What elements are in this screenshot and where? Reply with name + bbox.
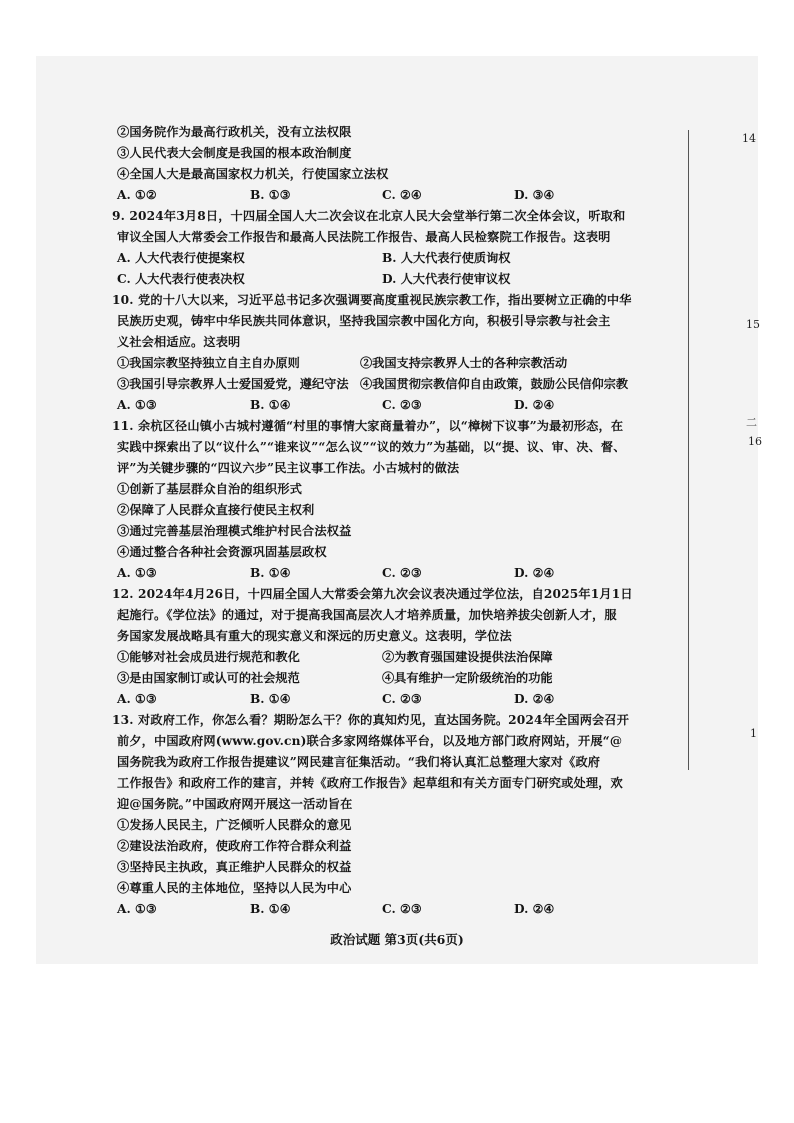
q10-item-4: ④我国贯彻宗教信仰自由政策，鼓励公民信仰宗教 <box>360 377 629 391</box>
q10-item-3: ③我国引导宗教界人士爱国爱党，遵纪守法 <box>117 377 349 391</box>
q8-choice-b[interactable]: B. ①③ <box>250 188 291 202</box>
q11-stem-line-3: 评”为关键步骤的“四议六步”民主议事工作法。小古城村的做法 <box>117 461 460 475</box>
q10-item-1: ①我国宗教坚持独立自主自办原则 <box>117 356 300 370</box>
q13-item-3: ③坚持民主执政，真正维护人民群众的权益 <box>117 860 352 874</box>
q12-choice-d[interactable]: D. ②④ <box>514 692 555 706</box>
q12-item-2: ②为教育强国建设提供法治保障 <box>382 650 553 664</box>
q9-choice-b[interactable]: B. 人大代表行使质询权 <box>382 251 511 265</box>
q13-stem-line-1: 13. 对政府工作，你怎么看？期盼怎么干？你的真知灼见，直达国务院。2024年全国两会召开 <box>112 713 630 727</box>
q11-stem-line-2: 实践中探索出了以“议什么”“谁来议”“怎么议”“议的效力”为基础，以“提、议、审、决、督、 <box>117 440 626 454</box>
q8-choice-a[interactable]: A. ①② <box>117 188 157 202</box>
q8-item-3: ③人民代表大会制度是我国的根本政治制度 <box>117 146 352 160</box>
q12-stem-line-2: 起施行。《学位法》的通过，对于提高我国高层次人才培养质量，加快培养拔尖创新人才，服 <box>117 608 617 622</box>
margin-number-1: 1 <box>750 727 757 740</box>
q13-item-1: ①发扬人民民主，广泛倾听人民群众的意见 <box>117 818 352 832</box>
q10-item-2: ②我国支持宗教界人士的各种宗教活动 <box>360 356 568 370</box>
margin-char-er: 二 <box>746 416 757 429</box>
q13-stem-line-4: 工作报告》和政府工作的建言，并转《政府工作报告》起草组和有关方面专门研究或处理，欢 <box>117 776 623 790</box>
q12-choice-a[interactable]: A. ①③ <box>117 692 157 706</box>
page-footer: 政治试题 第3页(共6页) <box>330 932 464 947</box>
q11-item-4: ④通过整合各种社会资源巩固基层政权 <box>117 545 327 559</box>
q9-stem-line-2: 审议全国人大常委会工作报告和最高人民法院工作报告、最高人民检察院工作报告。这表明 <box>117 230 611 244</box>
q11-choice-a[interactable]: A. ①③ <box>117 566 157 580</box>
q10-stem-line-1: 10. 党的十八大以来，习近平总书记多次强调要高度重视民族宗教工作，指出要树立正确的中华 <box>112 293 632 307</box>
q9-stem-line-1: 9. 2024年3月8日，十四届全国人大二次会议在北京人民大会堂举行第二次全体会议，听取和 <box>112 209 626 223</box>
q13-choice-c[interactable]: C. ②③ <box>382 902 422 916</box>
q8-choice-c[interactable]: C. ②④ <box>382 188 422 202</box>
q12-stem-line-1: 12. 2024年4月26日，十四届全国人大常委会第九次会议表决通过学位法，自2025年1月1日 <box>112 587 633 601</box>
q12-choice-b[interactable]: B. ①④ <box>250 692 291 706</box>
q13-item-4: ④尊重人民的主体地位，坚持以人民为中心 <box>117 881 352 895</box>
q11-stem-line-1: 11. 余杭区径山镇小古城村遵循“村里的事情大家商量着办”，以“樟树下议事”为最初形态，在 <box>112 419 624 433</box>
q9-choice-a[interactable]: A. 人大代表行使提案权 <box>117 251 245 265</box>
q13-item-2: ②建设法治政府，使政府工作符合群众利益 <box>117 839 352 853</box>
q12-item-3: ③是由国家制订或认可的社会规范 <box>117 671 300 685</box>
q8-item-2: ②国务院作为最高行政机关，没有立法权限 <box>117 125 352 139</box>
margin-number-14: 14 <box>742 132 756 145</box>
q13-choice-b[interactable]: B. ①④ <box>250 902 291 916</box>
q13-stem-line-2: 前夕，中国政府网(www.gov.cn)联合多家网络媒体平台，以及地方部门政府网站，开展“@ <box>117 734 623 748</box>
q12-choice-c[interactable]: C. ②③ <box>382 692 422 706</box>
q11-choice-d[interactable]: D. ②④ <box>514 566 555 580</box>
q11-choice-c[interactable]: C. ②③ <box>382 566 422 580</box>
q13-stem-line-3: 国务院我为政府工作报告提建议”网民建言征集活动。“我们将认真汇总整理大家对《政府 <box>117 755 601 769</box>
q13-choice-d[interactable]: D. ②④ <box>514 902 555 916</box>
q11-item-2: ②保障了人民群众直接行使民主权利 <box>117 503 315 517</box>
q12-item-4: ④具有维护一定阶级统治的功能 <box>382 671 553 685</box>
margin-number-15: 15 <box>746 318 760 331</box>
q10-choice-a[interactable]: A. ①③ <box>117 398 157 412</box>
q10-choice-b[interactable]: B. ①④ <box>250 398 291 412</box>
q9-choice-c[interactable]: C. 人大代表行使表决权 <box>117 272 245 286</box>
q10-choice-d[interactable]: D. ②④ <box>514 398 555 412</box>
q11-item-3: ③通过完善基层治理模式维护村民合法权益 <box>117 524 352 538</box>
q12-item-1: ①能够对社会成员进行规范和教化 <box>117 650 300 664</box>
q13-stem-line-5: 迎@国务院。”中国政府网开展这一活动旨在 <box>117 797 353 811</box>
column-divider-line <box>688 130 689 770</box>
q9-choice-d[interactable]: D. 人大代表行使审议权 <box>382 272 511 286</box>
margin-number-16: 16 <box>748 435 762 448</box>
q10-stem-line-2: 民族历史观，铸牢中华民族共同体意识，坚持我国宗教中国化方向，积极引导宗教与社会主 <box>117 314 611 328</box>
q12-stem-line-3: 务国家发展战略具有重大的现实意义和深远的历史意义。这表明，学位法 <box>117 629 512 643</box>
q13-choice-a[interactable]: A. ①③ <box>117 902 157 916</box>
q10-stem-line-3: 义社会相适应。这表明 <box>117 335 241 349</box>
q11-choice-b[interactable]: B. ①④ <box>250 566 291 580</box>
q10-choice-c[interactable]: C. ②③ <box>382 398 422 412</box>
q11-item-1: ①创新了基层群众自治的组织形式 <box>117 482 303 496</box>
q8-choice-d[interactable]: D. ③④ <box>514 188 555 202</box>
q8-item-4: ④全国人大是最高国家权力机关，行使国家立法权 <box>117 167 389 181</box>
